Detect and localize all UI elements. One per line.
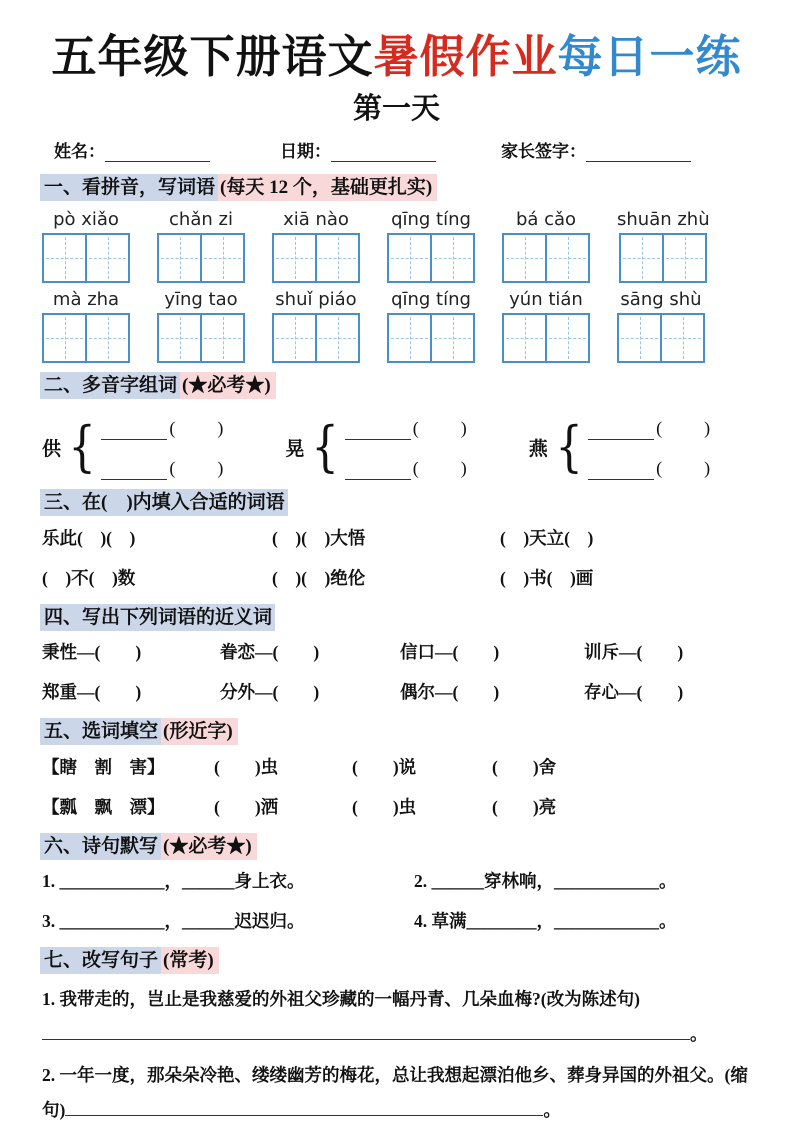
pinyin-grid-column: [387, 289, 475, 363]
grid-cell[interactable]: [430, 235, 473, 281]
page-title: [40, 30, 753, 84]
grid-cell[interactable]: [200, 235, 243, 281]
pinyin-label: pò xiǎo: [53, 208, 119, 230]
char-options-bracket: 【瞎 割 害】: [42, 756, 165, 777]
rewrite-item-2: [42, 1058, 753, 1128]
fill-item: ( )虫: [352, 796, 417, 817]
paren-blank: ( ): [412, 458, 469, 478]
fill-item: ( )洒: [214, 796, 279, 817]
rewrite-text: 1. 我带走的，岂止是我慈爱的外祖父珍藏的一幅丹青、几朵血梅?(改为陈述句): [42, 988, 640, 1009]
pinyin-grid-column: [42, 289, 130, 363]
grid-cell[interactable]: [159, 315, 200, 361]
poem-item: 1. ____________，______身上衣。: [42, 871, 305, 891]
signature-blank[interactable]: [586, 143, 691, 162]
writing-grid-box[interactable]: [272, 233, 360, 283]
grid-cell[interactable]: [389, 235, 430, 281]
section1-heading: [40, 174, 753, 203]
section3-heading: [40, 489, 753, 518]
fill-item: 训斥—( ): [584, 642, 684, 662]
pinyin-grid-column: [272, 289, 360, 363]
writing-grid-box[interactable]: [502, 233, 590, 283]
pinyin-grid-column: [157, 209, 245, 283]
fill-item: ( )( )大悟: [272, 527, 366, 548]
writing-grid-box[interactable]: [42, 313, 130, 363]
pinyin-label: mà zha: [52, 288, 120, 310]
sentence-period: 。: [543, 1099, 561, 1120]
grid-cell[interactable]: [44, 315, 85, 361]
grid-cell[interactable]: [660, 315, 703, 361]
pinyin-label: qīng tíng: [391, 208, 471, 230]
section6-heading: [40, 833, 753, 862]
pinyin-label: qīng tíng: [391, 288, 471, 310]
pinyin-grid-column: [157, 289, 245, 363]
polyphone-line: [345, 454, 469, 480]
title-part-red: 暑假作业: [373, 32, 558, 82]
grid-cell[interactable]: [85, 315, 128, 361]
section5-row-2: [42, 793, 753, 821]
section2-heading-main: 二、多音字组词: [40, 372, 180, 399]
section1-heading-note: (每天 12 个，基础更扎实): [218, 174, 437, 201]
section4-row-2: [42, 678, 753, 706]
polyphone-line: [101, 454, 225, 480]
signature-field: [501, 137, 691, 162]
polyphone-row: [42, 414, 753, 480]
writing-grid-box[interactable]: [617, 313, 705, 363]
pinyin-label: chǎn zi: [169, 208, 233, 230]
polyphone-char: 供: [42, 438, 62, 460]
answer-line[interactable]: [65, 1099, 543, 1116]
left-brace-glyph: {: [68, 415, 96, 478]
name-blank[interactable]: [105, 143, 210, 162]
fill-item: ( )舍: [492, 756, 557, 777]
polyphone-group: [42, 414, 225, 480]
answer-blank[interactable]: [345, 421, 411, 440]
section5-heading-main: 五、选词填空: [40, 718, 161, 745]
fill-item: 秉性—( ): [42, 642, 142, 662]
fill-item: 信口—( ): [400, 642, 500, 662]
fill-item: ( )不( )数: [42, 567, 136, 588]
section3-row-1: [42, 524, 753, 552]
grid-cell[interactable]: [619, 315, 660, 361]
fill-item: 偶尔—( ): [400, 682, 500, 702]
info-row: [54, 137, 753, 162]
section6-heading-note: (★必考★): [161, 833, 257, 860]
grid-cell[interactable]: [389, 315, 430, 361]
polyphone-line: [588, 454, 712, 480]
polyphone-line: [101, 414, 225, 440]
pinyin-label: xiā nào: [283, 208, 349, 230]
grid-cell[interactable]: [504, 235, 545, 281]
section2-heading: [40, 372, 753, 401]
section6-row-1: [42, 867, 753, 895]
fill-item: 郑重—( ): [42, 682, 142, 702]
polyphone-line: [588, 414, 712, 440]
pinyin-grid-column: [617, 289, 705, 363]
pinyin-grid-column: [387, 209, 475, 283]
pinyin-label: yún tián: [509, 288, 583, 310]
fill-item: ( )亮: [492, 796, 557, 817]
paren-blank: ( ): [412, 418, 469, 438]
section2-heading-note: (★必考★): [180, 372, 276, 399]
poem-item: 3. ____________，______迟迟归。: [42, 911, 305, 931]
grid-cell[interactable]: [159, 235, 200, 281]
answer-blank[interactable]: [101, 461, 167, 480]
answer-blank[interactable]: [588, 421, 654, 440]
char-options-bracket: 【瓢 飘 漂】: [42, 796, 165, 817]
polyphone-char: 晃: [285, 438, 305, 460]
fill-item: 眷恋—( ): [220, 642, 320, 662]
grid-cell[interactable]: [44, 235, 85, 281]
day-heading: 第一天: [352, 93, 440, 125]
paren-blank: ( ): [169, 418, 226, 438]
answer-blank[interactable]: [101, 421, 167, 440]
pinyin-grid-row-1: [42, 209, 753, 283]
polyphone-char: 燕: [528, 438, 548, 460]
name-field: [54, 137, 210, 162]
grid-cell[interactable]: [504, 315, 545, 361]
section6-row-2: [42, 907, 753, 935]
pinyin-label: shuān zhù: [617, 208, 710, 230]
date-label: 日期：: [280, 142, 331, 161]
section3-row-2: [42, 564, 753, 592]
fill-item: 分外—( ): [220, 682, 320, 702]
left-brace-glyph: {: [555, 415, 583, 478]
fill-item: 乐此( )( ): [42, 527, 136, 548]
pinyin-label: sāng shù: [620, 288, 702, 310]
writing-grid-box[interactable]: [387, 313, 475, 363]
pinyin-grid-column: [502, 209, 590, 283]
answer-blank[interactable]: [588, 461, 654, 480]
poem-item: 4. 草满________，____________。: [414, 911, 677, 931]
grid-cell[interactable]: [200, 315, 243, 361]
pinyin-grid-column: [42, 209, 130, 283]
writing-grid-box[interactable]: [272, 313, 360, 363]
fill-item: ( )虫: [214, 756, 279, 777]
paren-blank: ( ): [656, 458, 713, 478]
section7-heading-main: 七、改写句子: [40, 947, 161, 974]
section4-heading-main: 四、写出下列词语的近义词: [40, 604, 275, 631]
section5-heading: [40, 718, 753, 747]
pinyin-grid-column: [502, 289, 590, 363]
rewrite-item-1: [42, 982, 753, 1052]
section6-heading-main: 六、诗句默写: [40, 833, 161, 860]
writing-grid-box[interactable]: [387, 233, 475, 283]
polyphone-line: [345, 414, 469, 440]
date-field: [280, 137, 436, 162]
grid-cell[interactable]: [274, 235, 315, 281]
section4-row-1: [42, 638, 753, 666]
fill-item: ( )说: [352, 756, 417, 777]
section3-heading-main: 三、在( )内填入合适的词语: [40, 489, 288, 516]
title-part-black: 五年级下册语文: [51, 32, 374, 82]
title-part-blue: 每日一练: [557, 32, 742, 82]
section7-heading-note: (常考): [161, 947, 219, 974]
grid-cell[interactable]: [430, 315, 473, 361]
section5-row-1: [42, 753, 753, 781]
paren-blank: ( ): [656, 418, 713, 438]
grid-cell[interactable]: [545, 235, 588, 281]
grid-cell[interactable]: [545, 315, 588, 361]
date-blank[interactable]: [331, 143, 436, 162]
pinyin-label: shuǐ piáo: [275, 288, 357, 310]
pinyin-grid-column: [272, 209, 360, 283]
section5-heading-note: (形近字): [161, 718, 238, 745]
fill-item: ( )( )绝伦: [272, 567, 366, 588]
answer-blank[interactable]: [345, 461, 411, 480]
poem-item: 2. ______穿林响，____________。: [414, 871, 677, 891]
polyphone-group: [529, 414, 712, 480]
pinyin-label: yīng tao: [164, 288, 238, 310]
fill-item: ( )书( )画: [500, 567, 594, 588]
writing-grid-box[interactable]: [619, 233, 707, 283]
section4-heading: [40, 604, 753, 633]
signature-label: 家长签字：: [501, 142, 586, 161]
pinyin-label: bá cǎo: [515, 208, 577, 230]
pinyin-grid-row-2: [42, 289, 753, 363]
paren-blank: ( ): [169, 458, 226, 478]
fill-item: 存心—( ): [584, 682, 684, 702]
writing-grid-box[interactable]: [157, 233, 245, 283]
left-brace-glyph: {: [311, 415, 340, 478]
section7-heading: [40, 947, 753, 976]
writing-grid-box[interactable]: [157, 313, 245, 363]
writing-grid-box[interactable]: [42, 233, 130, 283]
fill-item: ( )天立( ): [500, 527, 594, 548]
writing-grid-box[interactable]: [502, 313, 590, 363]
grid-cell[interactable]: [85, 235, 128, 281]
grid-cell[interactable]: [662, 235, 705, 281]
pinyin-grid-column: [617, 209, 710, 283]
grid-cell[interactable]: [315, 315, 358, 361]
grid-cell[interactable]: [315, 235, 358, 281]
rewrite-text: 2. 一年一度，那朵朵冷艳、缕缕幽芳的梅花，总让我想起漂泊他乡、葬身异国的外祖父。(缩句): [42, 1064, 748, 1120]
grid-cell[interactable]: [621, 235, 662, 281]
answer-line[interactable]: [42, 1023, 690, 1040]
polyphone-group: [285, 414, 468, 480]
grid-cell[interactable]: [274, 315, 315, 361]
sentence-period: 。: [690, 1023, 708, 1044]
name-label: 姓名：: [54, 142, 105, 161]
section1-heading-main: 一、看拼音，写词语: [40, 174, 218, 201]
